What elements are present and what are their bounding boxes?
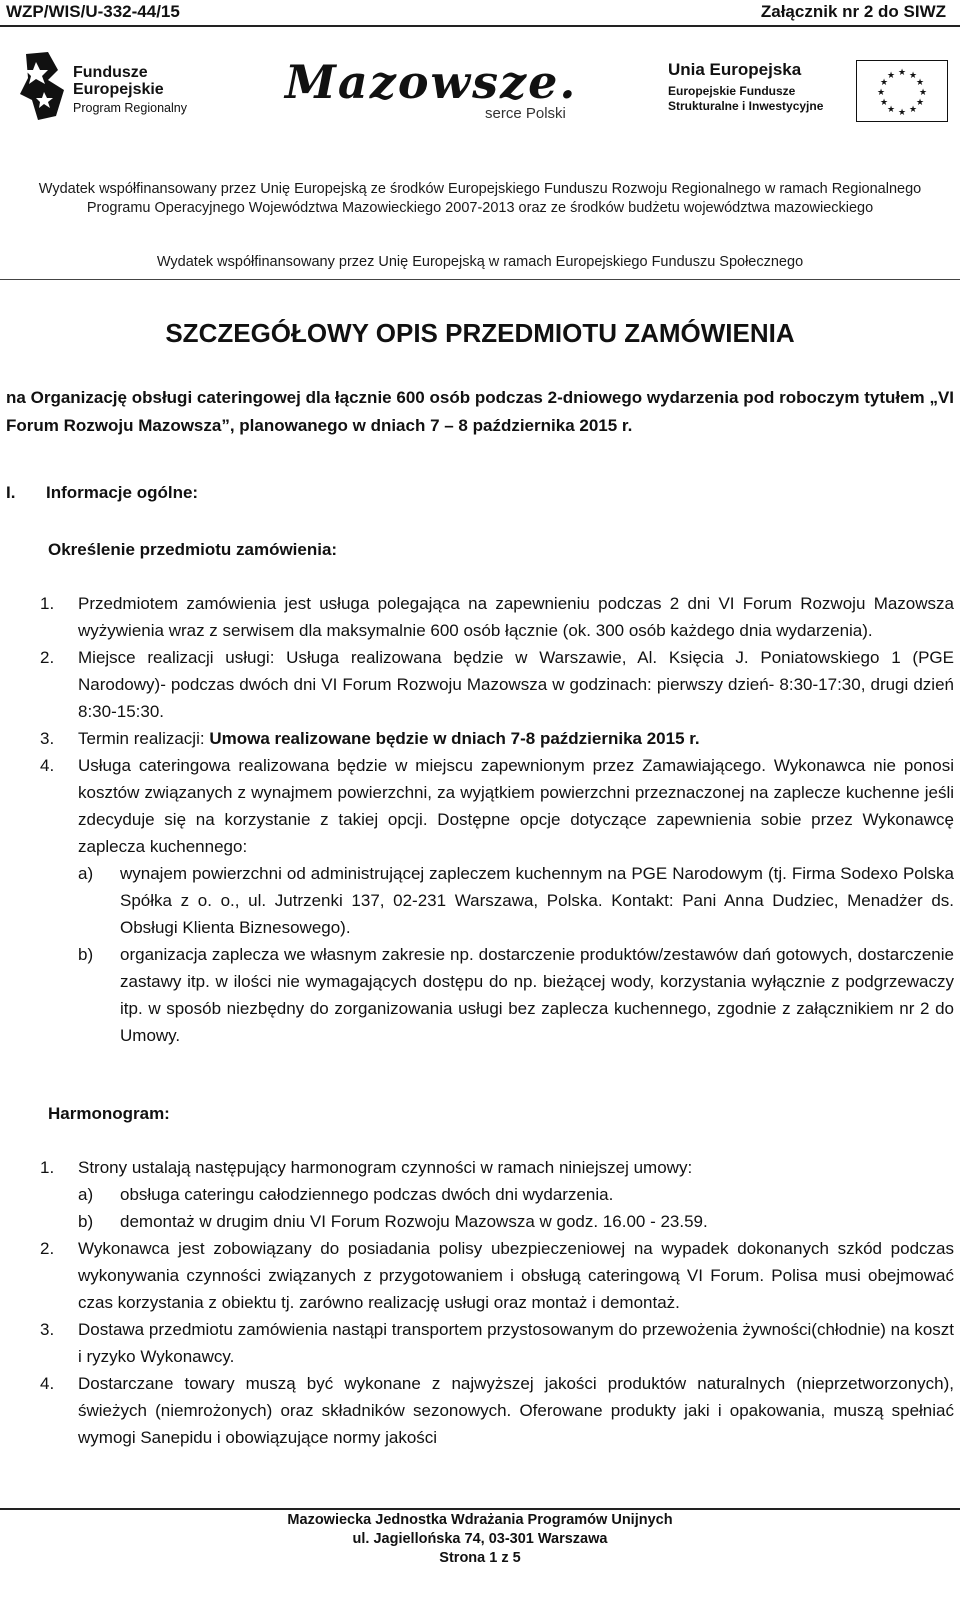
svg-text:★: ★ <box>879 78 889 88</box>
deadline-text: Umowa realizowane będzie w dniach 7-8 października 2015 r. <box>209 729 700 748</box>
list-item: 1. Przedmiotem zamówienia jest usługa polegająca na zapewnieniu podczas 2 dni VI Forum Rozwoju Mazowsza wyżywienia wraz z serwisem dla maksymalnie 600 osób łącznie (ok. 300 osób każdego dnia wydarzenia). <box>40 594 954 640</box>
fe-line3: Program Regionalny <box>73 101 187 115</box>
cofinancing-divider <box>0 279 960 280</box>
svg-text:★: ★ <box>918 88 928 98</box>
list-item: 4. Usługa cateringowa realizowana będzie w miejscu zapewnionym przez Zamawiającego. Wykonawca nie ponosi kosztów związanych z wynajmem powierzchni, za wyjątkiem powierzchni przeznaczonej na zaplecze kuchenne jeśli zdecyduje się na korzystanie z takiej opcji. Dostępne opcje dotyczące zapewnienia sobie przez Wykonawcę zaplecza kuchennego: a) wynajem powierzchni od administrującej zapleczem kuchennym na PGE Narodowym (tj. Firma Sodexo Polska Spółka z o. o., ul. Jutrzenki 137, 02-231 Warszawa, Polska. Kontakt: Pani Anna Dudziec, Menadżer ds. Obsługi Klienta Biznesowego). b) organizacja zaplecza we własnym zakresie np. dostarczenie produktów/zestawów dań gotowych, dostarczenie zastawy itp. w ilości nie wymagających dostępu do np. bieżącej wody, korzystania wyłącznie z podgrzewaczy itp. w sposób niezbędny do zorganizowania usługi bez zaplecza kuchennego, zgodnie z załącznikiem nr 2 do Umowy. <box>40 752 954 1049</box>
document-reference: WZP/WIS/U-332-44/15 <box>6 2 180 21</box>
document-subject: na Organizację obsługi cateringowej dla łącznie 600 osób podczas 2-dniowego wydarzenia pod roboczym tytułem „VI Forum Rozwoju Mazowsza”, planowanego w dniach 7 – 8 października 2015 r. <box>6 388 954 435</box>
mazowsze-wordmark: Mazowsze. <box>285 55 578 109</box>
header-divider <box>0 25 960 27</box>
ue-sub2: Strukturalne i Inwestycyjne <box>668 99 824 113</box>
schedule-list <box>40 1154 954 1451</box>
fundusze-europejskie-logo <box>18 50 208 122</box>
ue-title: Unia Europejska <box>668 60 802 79</box>
mazowsze-logo <box>285 55 595 128</box>
option-item: a) wynajem powierzchni od administrującej zapleczem kuchennym na PGE Narodowym (tj. Firma Sodexo Polska Spółka z o. o., ul. Jutrzenki 137, 02-231 Warszawa, Polska. Kontakt: Pani Anna Dudziec, Menadżer ds. Obsługi Klienta Biznesowego). <box>78 864 954 937</box>
eu-flag-icon <box>856 60 948 122</box>
option-item: a) obsługa cateringu całodziennego podczas dwóch dni wydarzenia. <box>78 1185 614 1204</box>
unia-europejska-logo <box>668 60 948 126</box>
svg-text:★: ★ <box>897 68 907 78</box>
svg-text:★: ★ <box>908 105 918 115</box>
option-item: b) demontaż w drugim dniu VI Forum Rozwoju Mazowsza w godz. 16.00 - 23.59. <box>78 1212 708 1231</box>
section-title: Informacje ogólne: <box>46 483 199 502</box>
mazowsze-tagline: serce Polski <box>485 105 566 122</box>
cofinancing-note-esf: Wydatek współfinansowany przez Unię Europejską w ramach Europejskiego Funduszu Społecznego <box>156 254 804 270</box>
svg-text:★: ★ <box>915 78 925 88</box>
svg-text:★: ★ <box>897 108 907 118</box>
page-footer <box>0 1511 960 1568</box>
cofinancing-note-erdf: Wydatek współfinansowany przez Unię Europejską ze środków Europejskiego Funduszu Rozwoju Regionalnego w ramach Regionalnego Programu Operacyjnego Województwa Mazowieckiego 2007-2013 oraz ze środków budżetu województwa mazowieckiego <box>38 181 922 216</box>
list-item: 2. Wykonawca jest zobowiązany do posiadania polisy ubezpieczeniowej na wypadek dokonanych szkód podczas wykonywania czynności związanych z przygotowaniem i obsługą cateringową VI Forum. Polisa musi obejmować czas korzystania z obiektu tj. zarówno realizację usługi oraz montaż i demontaż. <box>40 1239 954 1312</box>
attachment-label: Załącznik nr 2 do SIWZ <box>760 2 946 21</box>
fundusze-star-icon <box>18 50 68 122</box>
list-item: 3. Termin realizacji: Umowa realizowane będzie w dniach 7-8 października 2015 r. <box>40 729 700 748</box>
list-item: 1. Strony ustalają następujący harmonogram czynności w ramach niniejszej umowy: a) obsługa cateringu całodziennego podczas dwóch dni wydarzenia. b) demontaż w drugim dniu VI Forum Rozwoju Mazowsza w godz. 16.00 - 23.59. <box>40 1154 954 1235</box>
section-heading <box>6 483 198 503</box>
section-number: I. <box>6 483 16 502</box>
list-item: 4. Dostarczane towary muszą być wykonane z najwyższej jakości produktów naturalnych (nieprzetworzonych), świeżych (niemrożonych) oraz składników sezonowych. Oferowane produkty jaki i opakowania, muszą spełniać wymogi Sanepidu i obowiązujące normy jakości <box>40 1374 954 1447</box>
footer-institution: Mazowiecka Jednostka Wdrażania Programów Unijnych <box>287 1512 673 1528</box>
svg-text:★: ★ <box>886 105 896 115</box>
general-info-list <box>40 590 954 1049</box>
svg-text:★: ★ <box>876 88 886 98</box>
document-title: SZCZEGÓŁOWY OPIS PRZEDMIOTU ZAMÓWIENIA <box>165 318 795 348</box>
schedule-heading: Harmonogram: <box>48 1104 170 1123</box>
fe-line2: Europejskie <box>73 81 164 98</box>
list-item: 3. Dostawa przedmiotu zamówienia nastąpi transportem przystosowanym do przewożenia żywności(chłodnie) na koszt i ryzyko Wykonawcy. <box>40 1320 954 1366</box>
svg-text:★: ★ <box>915 98 925 108</box>
ue-sub1: Europejskie Fundusze <box>668 84 796 98</box>
footer-divider <box>0 1508 960 1510</box>
svg-text:★: ★ <box>879 98 889 108</box>
option-item: b) organizacja zaplecza we własnym zakresie np. dostarczenie produktów/zestawów dań gotowych, dostarczenie zastawy itp. w ilości nie wymagających dostępu do np. bieżącej wody, korzystania wyłącznie z podgrzewaczy itp. w sposób niezbędny do zorganizowania usługi bez zaplecza kuchennego, zgodnie z załącznikiem nr 2 do Umowy. <box>78 945 954 1045</box>
svg-text:★: ★ <box>886 71 896 81</box>
svg-text:★: ★ <box>908 71 918 81</box>
footer-address: ul. Jagiellońska 74, 03-301 Warszawa <box>352 1531 608 1547</box>
list-item: 2. Miejsce realizacji usługi: Usługa realizowana będzie w Warszawie, Al. Księcia J. Poniatowskiego 1 (PGE Narodowy)- podczas dwóch dni VI Forum Rozwoju Mazowsza w godzinach: pierwszy dzień- 8:30-17:30, drugi dzień 8:30-15:30. <box>40 648 954 721</box>
page-number: Strona 1 z 5 <box>439 1550 521 1566</box>
subject-subheading: Określenie przedmiotu zamówienia: <box>48 540 338 559</box>
fe-line1: Fundusze <box>73 64 148 81</box>
